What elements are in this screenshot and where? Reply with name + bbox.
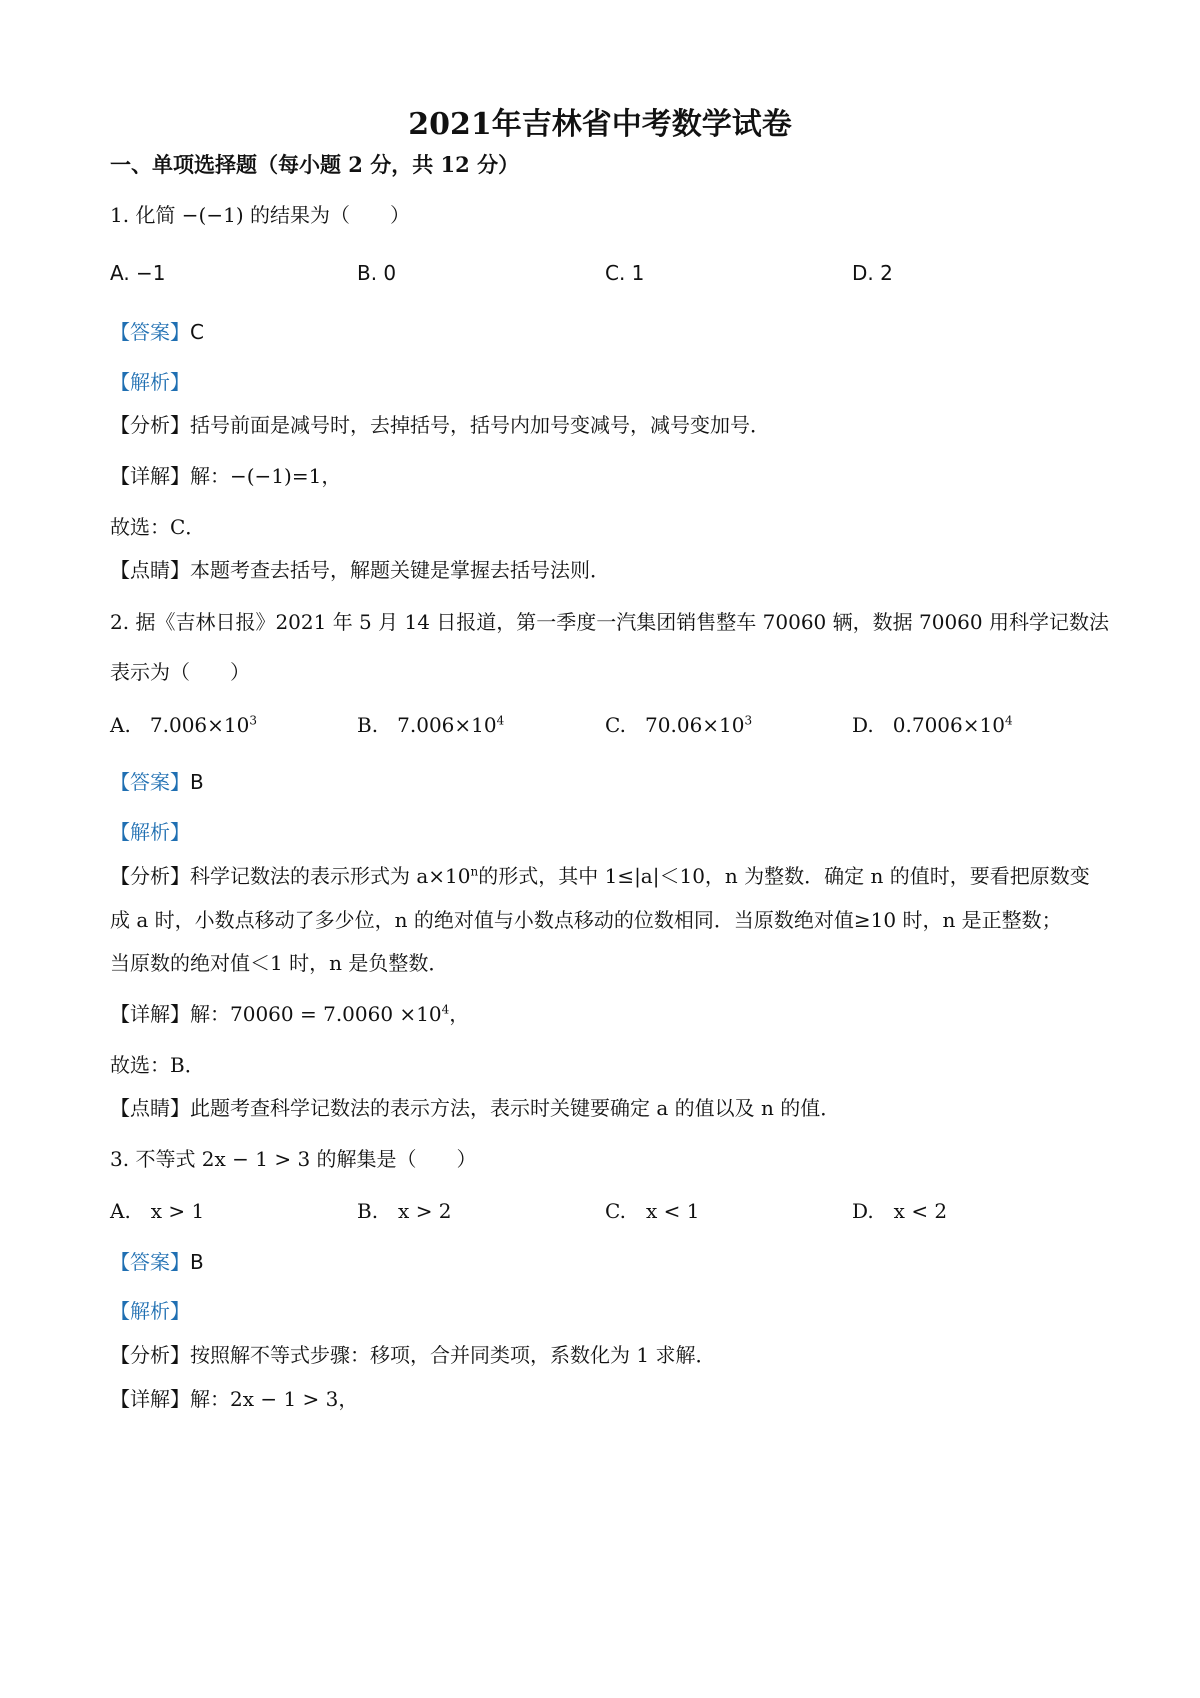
- option-a: A. x > 1: [110, 1199, 205, 1223]
- section-heading: 一、单项选择题（每小题 2 分，共 12 分）: [110, 152, 520, 177]
- option-c: C. 1: [605, 261, 645, 285]
- option-d: D. 2: [852, 261, 893, 285]
- option-c: C. $70.06\times 10^3$: [605, 713, 753, 737]
- option-b: B. $7.006\times 10^4$: [357, 713, 505, 737]
- analysis-xiangjie: 【详解】解：2x − 1 > 3，: [110, 1387, 359, 1411]
- analysis-tag: 【解析】: [110, 1299, 190, 1323]
- answer-tag: 【答案】: [110, 770, 190, 794]
- analysis-guxuan: 故选：B．: [110, 1053, 205, 1077]
- analysis-fenxi-line3: 当原数的绝对值＜1 时，n 是负整数．: [110, 951, 449, 975]
- answer-line: [110, 317, 1105, 347]
- question-1-stem: 1. 化简 −(−1) 的结果为（ ）: [110, 203, 410, 227]
- question-3-stem: 3. 不等式 2x − 1 > 3 的解集是（ ）: [110, 1147, 477, 1171]
- analysis-xiangjie: 【详解】解：$70060 = 7.0060 \times 10^4$，: [110, 1002, 470, 1026]
- answer-line: [110, 767, 1105, 797]
- answer-value: B: [190, 1250, 204, 1274]
- answer-value: C: [190, 320, 204, 344]
- answer-line: [110, 1247, 1105, 1277]
- option-a: A. −1: [110, 261, 166, 285]
- answer-tag: 【答案】: [110, 320, 190, 344]
- option-b: B. 0: [357, 261, 397, 285]
- analysis-fenxi: 【分析】括号前面是减号时，去掉括号，括号内加号变减号，减号变加号．: [110, 413, 770, 437]
- option-b: B. x > 2: [357, 1199, 452, 1223]
- analysis-tag: 【解析】: [110, 820, 190, 844]
- option-c: C. x < 1: [605, 1199, 700, 1223]
- option-d: D. x < 2: [852, 1199, 948, 1223]
- analysis-xiangjie: 【详解】解：−(−1)=1，: [110, 464, 342, 488]
- option-a: A. $7.006\times 10^3$: [110, 713, 257, 737]
- page-title: 2021年吉林省中考数学试卷: [408, 107, 792, 142]
- analysis-fenxi-line2: 成 a 时，小数点移动了多少位，n 的绝对值与小数点移动的位数相同．当原数绝对值≥10 时，n 是正整数；: [110, 908, 1062, 932]
- option-d: D. $0.7006\times 10^4$: [852, 713, 1013, 737]
- analysis-dianjing: 【点睛】本题考查去括号，解题关键是掌握去括号法则．: [110, 558, 610, 582]
- answer-value: B: [190, 770, 204, 794]
- question-2-stem-line1: 2. 据《吉林日报》2021 年 5 月 14 日报道，第一季度一汽集团销售整车 70060 辆，数据 70060 用科学记数法: [110, 610, 1109, 634]
- analysis-fenxi-line1: 【分析】科学记数法的表示形式为 $a\times 10^n$的形式，其中 1≤|a|＜10，n 为整数．确定 n 的值时，要看把原数变: [110, 864, 1090, 888]
- question-2-stem-line2: 表示为（ ）: [110, 660, 250, 684]
- analysis-guxuan: 故选：C．: [110, 515, 206, 539]
- analysis-tag: 【解析】: [110, 370, 190, 394]
- answer-tag: 【答案】: [110, 1250, 190, 1274]
- analysis-fenxi: 【分析】按照解不等式步骤：移项，合并同类项，系数化为 1 求解．: [110, 1343, 716, 1367]
- analysis-dianjing: 【点睛】此题考查科学记数法的表示方法，表示时关键要确定 a 的值以及 n 的值．: [110, 1096, 841, 1120]
